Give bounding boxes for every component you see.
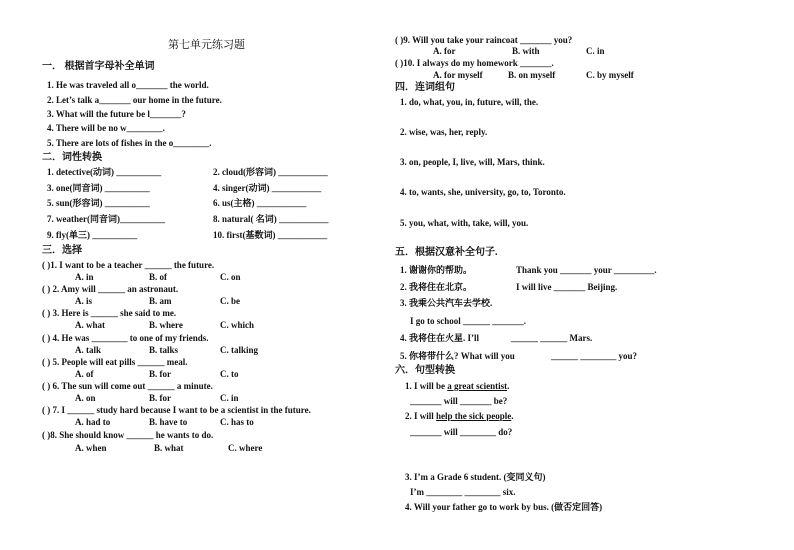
s2-row-5-left: 9. fly(单三) __________ (47, 230, 138, 240)
s5-item-4-en: ______ ______ Mars. (511, 333, 593, 343)
s3-q7-opt-c: C. has to (220, 417, 254, 427)
s2-row-1-right: 2. cloud(形容词) ___________ (213, 167, 328, 177)
s5-item-2-en: I will live _______ Beijing. (516, 282, 618, 292)
s2-row-4-right: 8. natural( 名词) ___________ (213, 214, 329, 224)
s5-item-4-zh: 4. 我将住在火星. I’ll (400, 333, 480, 343)
s6-item-2 (405, 412, 514, 421)
s1-item-3: 3. What will the future be l_______? (47, 109, 186, 119)
s3-q6-opt-a: A. on (75, 393, 96, 403)
s3-q5: ( ) 5. People will eat pills ______ meal. (42, 357, 188, 367)
s3-q10-opt-b: B. on myself (508, 70, 556, 80)
s5-item-1-zh: 1. 谢谢你的帮助。 (400, 265, 473, 275)
section-5-heading: 五．根据汉意补全句子. (395, 247, 498, 258)
s3-q8: ( )8. She should know ______ he wants to do. (42, 430, 214, 440)
s2-row-2-right: 4. singer(动词) ___________ (213, 183, 322, 193)
s3-q1-opt-a: A. in (75, 272, 94, 282)
s3-q2-opt-a: A. is (75, 296, 93, 306)
s1-item-1: 1. He was traveled all o_______ the world. (47, 80, 209, 90)
s3-q4: ( ) 4. He was ________ to one of my friends. (42, 333, 209, 343)
s3-q2: ( ) 2. Amy will ______ an astronaut. (42, 284, 179, 294)
s6-item-4: 4. Will your father go to work by bus. (做否定回答) (405, 502, 603, 512)
s2-row-3-left: 5. sun(形容词) __________ (47, 198, 150, 208)
s1-item-5: 5. There are lots of fishes in the o________. (47, 138, 212, 148)
s5-item-5-en: ______ ________ you? (551, 351, 638, 361)
s6-item-1-answer: _______ will _______ be? (410, 396, 508, 406)
s3-q9: ( )9. Will you take your raincoat _______ you? (395, 35, 573, 45)
s2-row-3-right: 6. us(主格) ___________ (213, 198, 307, 208)
s6-item-3-answer: I’m ________ ________ six. (410, 487, 516, 497)
s3-q5-opt-c: C. to (220, 369, 239, 379)
s6-item-1-underlined: a great scientist (447, 381, 508, 391)
s2-row-1-left: 1. detective(动词) __________ (47, 167, 162, 177)
s4-item-5: 5. you, what, with, take, will, you. (400, 218, 529, 228)
s3-q10-opt-c: C. by myself (586, 70, 634, 80)
s3-q8-opt-a: A. when (75, 443, 107, 453)
s3-q9-opt-c: C. in (586, 46, 605, 56)
s3-q9-opt-a: A. for (433, 46, 456, 56)
s4-item-4: 4. to, wants, she, university, go, to, Toronto. (400, 187, 566, 197)
s3-q6: ( ) 6. The sun will come out ______ a minute. (42, 381, 213, 391)
s4-item-2: 2. wise, was, her, reply. (400, 127, 488, 137)
s3-q7: ( ) 7. I ______ study hard because I want to be a scientist in the future. (42, 405, 311, 415)
s3-q1: ( )1. I want to be a teacher ______ the future. (42, 260, 215, 270)
s5-item-1-en: Thank you _______ your _________. (516, 265, 657, 275)
s6-item-2-answer: _______ will ________ do? (410, 427, 513, 437)
s3-q10-opt-a: A. for myself (433, 70, 483, 80)
s3-q7-opt-b: B. have to (149, 417, 188, 427)
section-6-heading: 六．句型转换 (395, 365, 455, 376)
s3-q4-opt-c: C. talking (220, 345, 259, 355)
s6-item-3: 3. I’m a Grade 6 student. (变同义句) (405, 472, 546, 482)
s6-item-1-post: . (507, 381, 510, 391)
s3-q3-opt-c: C. which (220, 320, 255, 330)
s1-item-2: 2. Let’s talk a_______ our home in the future. (47, 95, 222, 105)
s3-q3-opt-a: A. what (75, 320, 106, 330)
s3-q6-opt-b: B. for (149, 393, 171, 403)
s6-item-2-pre: 2. I will (405, 411, 437, 421)
s3-q3-opt-b: B. where (149, 320, 183, 330)
s5-item-3-zh: 3. 我乘公共汽车去学校. (400, 298, 493, 308)
section-4-heading: 四．连词组句 (395, 82, 455, 93)
section-3-heading: 三．选择 (42, 245, 82, 256)
section-1-heading: 一． 根据首字母补全单词 (42, 61, 155, 72)
s3-q5-opt-a: A. of (75, 369, 94, 379)
s6-item-1 (405, 382, 509, 391)
s6-item-2-underlined: help the sick people (436, 411, 512, 421)
s5-item-5-zh: 5. 你将带什么? What will you (400, 351, 515, 361)
s3-q2-opt-c: C. be (220, 296, 240, 306)
s3-q4-opt-b: B. talks (149, 345, 179, 355)
s2-row-2-left: 3. one(同音词) __________ (47, 183, 150, 193)
section-2-heading: 二．词性转换 (42, 152, 102, 163)
s3-q3: ( ) 3. Here is ______ she said to me. (42, 308, 177, 318)
s2-row-5-right: 10. first(基数词) ___________ (213, 230, 328, 240)
s2-row-4-left: 7. weather(同音词)__________ (47, 214, 165, 224)
s3-q1-opt-c: C. on (220, 272, 241, 282)
s1-item-4: 4. There will be no w________. (47, 123, 165, 133)
s4-item-1: 1. do, what, you, in, future, will, the. (400, 97, 539, 107)
s3-q4-opt-a: A. talk (75, 345, 102, 355)
s3-q6-opt-c: C. in (220, 393, 239, 403)
s5-item-2-zh: 2. 我将住在北京。 (400, 282, 473, 292)
s5-item-3-en: I go to school ______ _______. (410, 316, 527, 326)
s3-q8-opt-c: C. where (228, 443, 263, 453)
s3-q7-opt-a: A. had to (75, 417, 111, 427)
s4-item-3: 3. on, people, I, live, will, Mars, think. (400, 157, 545, 167)
s3-q1-opt-b: B. of (149, 272, 167, 282)
s3-q9-opt-b: B. with (512, 46, 540, 56)
s3-q5-opt-b: B. for (149, 369, 171, 379)
s3-q8-opt-b: B. what (154, 443, 184, 453)
s6-item-2-post: . (511, 411, 514, 421)
s6-item-1-pre: 1. I will be (405, 381, 448, 391)
page-title: 第七单元练习题 (168, 39, 245, 51)
s3-q10: ( )10. I always do my homework _______. (395, 58, 554, 68)
s3-q2-opt-b: B. am (149, 296, 172, 306)
